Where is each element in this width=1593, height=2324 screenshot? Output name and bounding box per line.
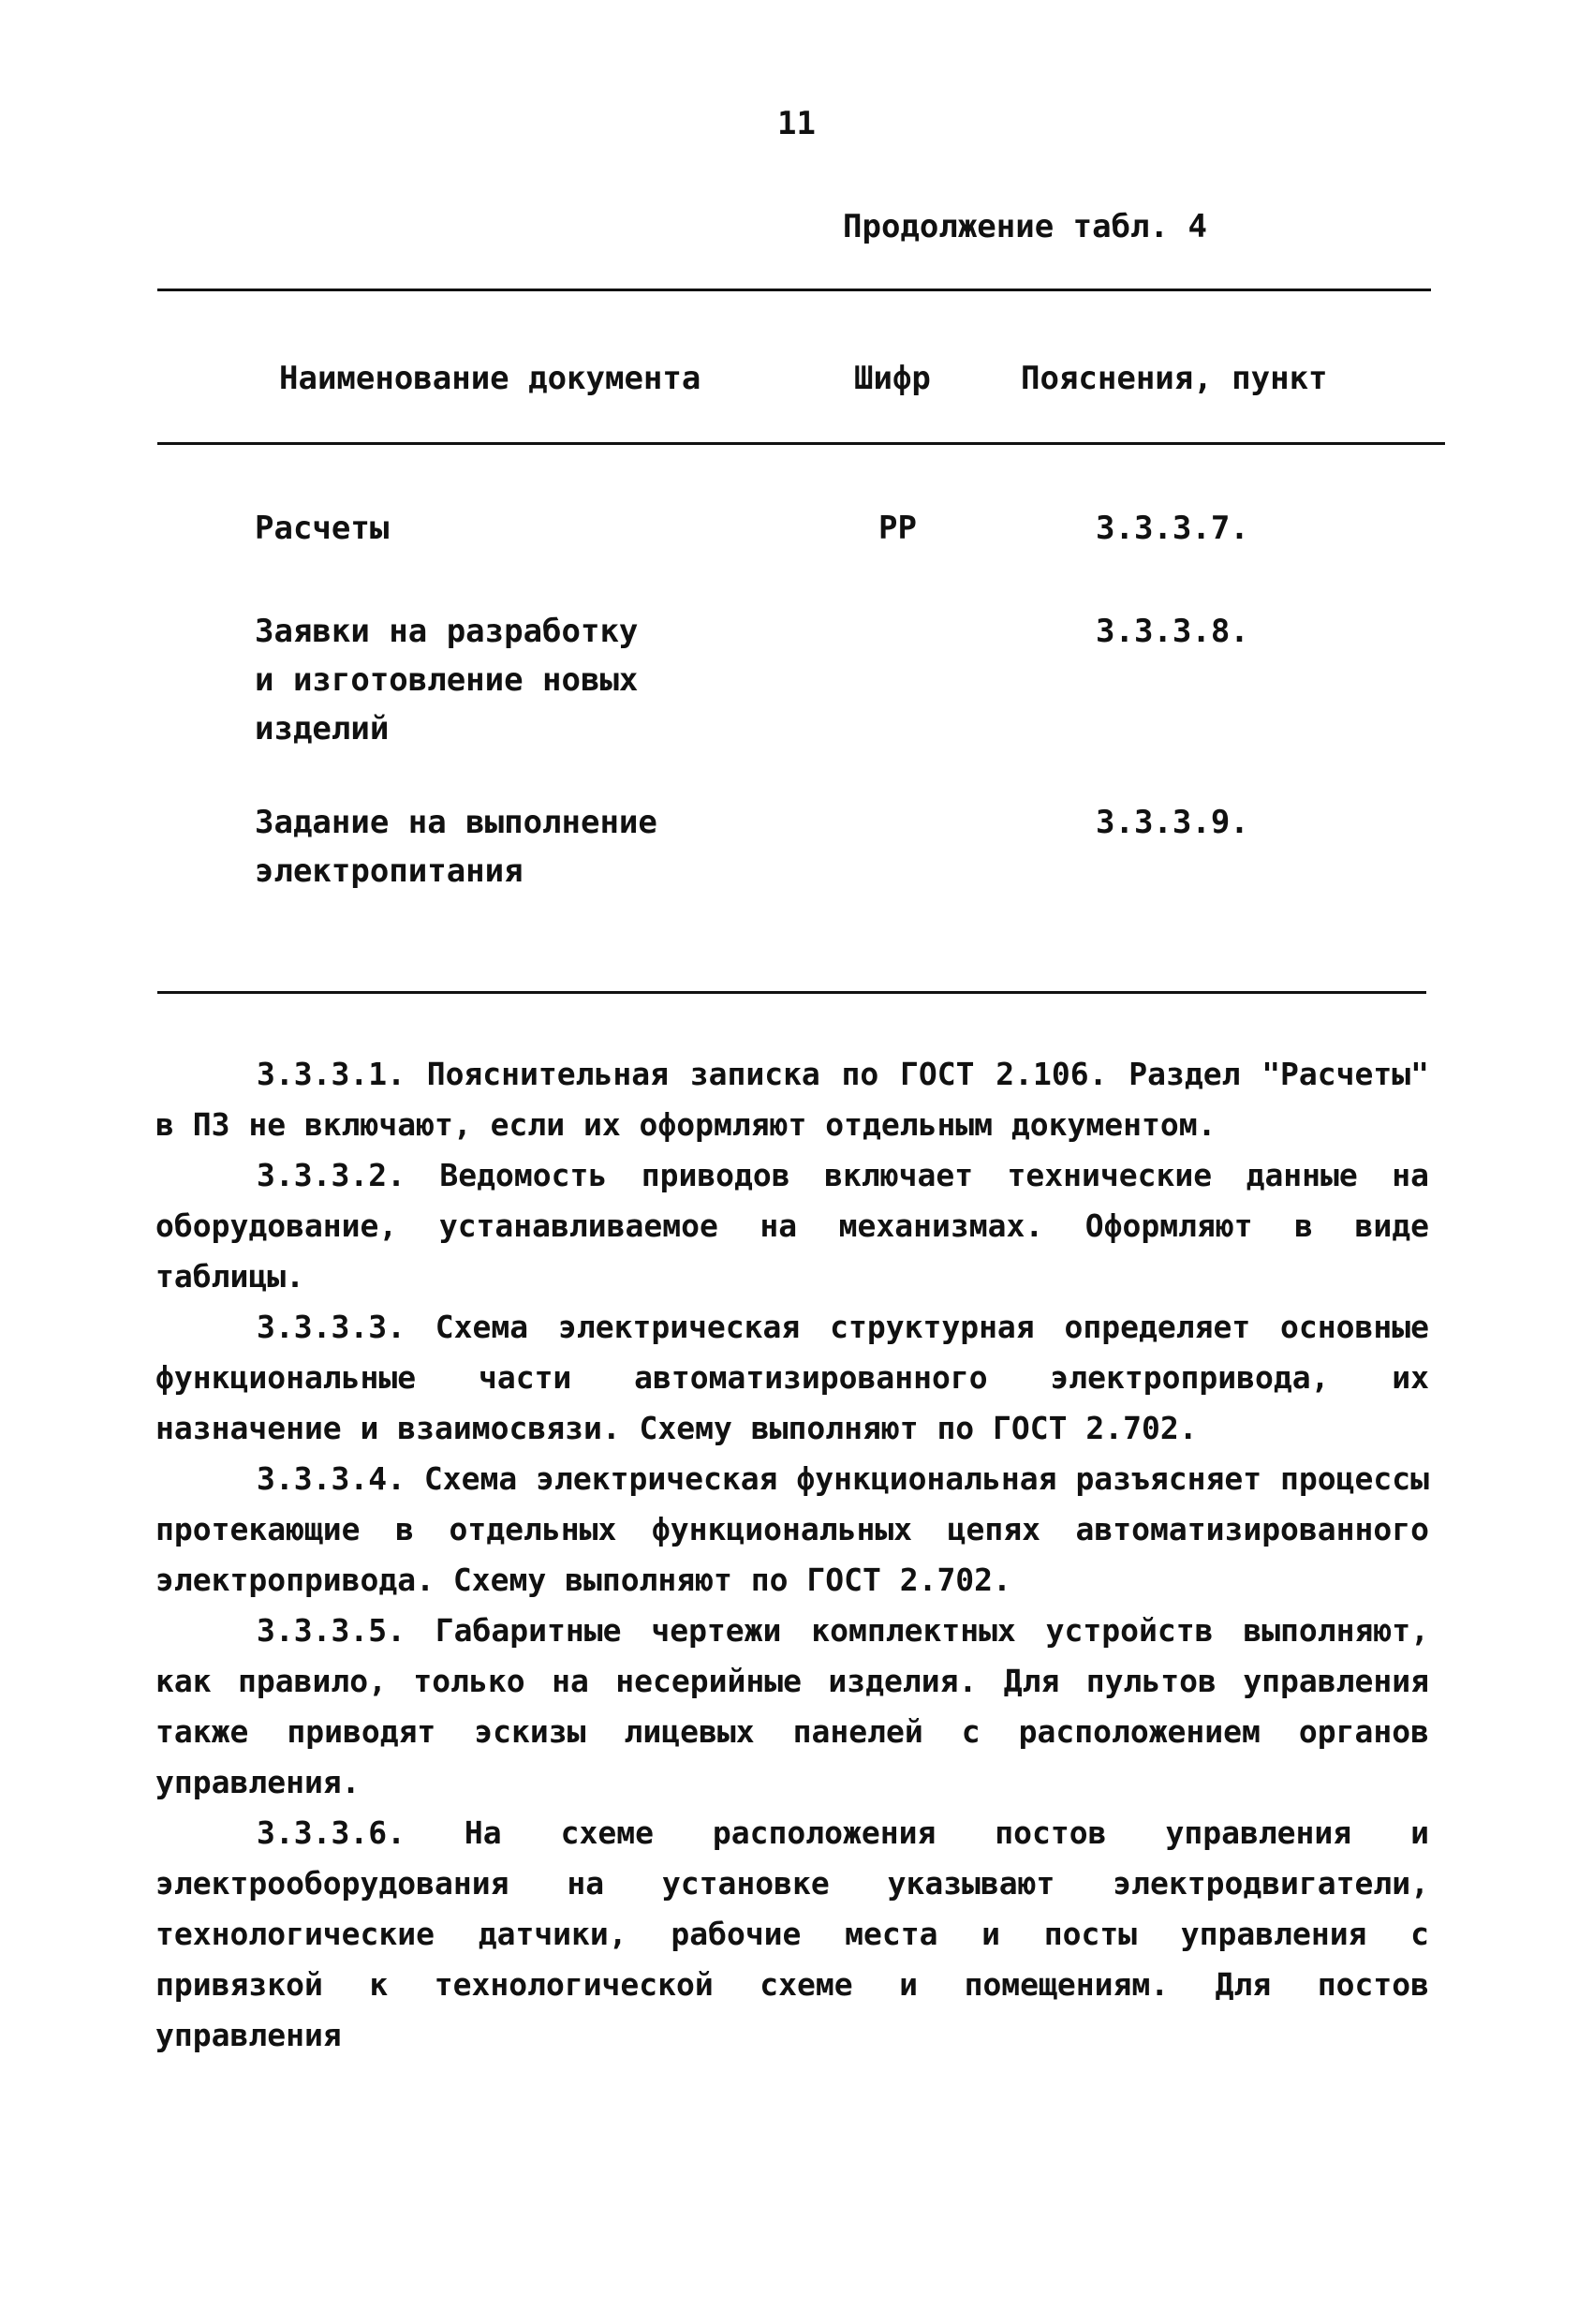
table-row-2-name: Заявки на разработку и изготовление новых изделий (255, 613, 639, 748)
table-row-1-notes: 3.3.3.7. (1096, 510, 1249, 547)
table-row-1-name: Расчеты (255, 510, 390, 547)
paragraph-3-3-3-5: 3.3.3.5. Габаритные чертежи комплектных устройств выполняют, как правило, только на несерийные изделия. Для пультов управления также приводят эскизы лицевых панелей с расположением органов управления. (155, 1612, 1429, 1800)
paragraph-3-3-3-3: 3.3.3.3. Схема электрическая структурная определяет основные функциональные части автоматизированного электропривода, их назначение и взаимосвязи. Схему выполняют по ГОСТ 2.702. (155, 1309, 1429, 1446)
table-row-1-code: РР (878, 510, 917, 547)
paragraph-3-3-3-2: 3.3.3.2. Ведомость приводов включает технические данные на оборудование, устанавливаемое на механизмах. Оформляют в виде таблицы. (155, 1157, 1429, 1295)
table-top-rule (157, 289, 1431, 291)
column-header-notes: Пояснения, пункт (1021, 360, 1328, 397)
table-row-2-notes: 3.3.3.8. (1096, 613, 1249, 650)
paragraph-3-3-3-6: 3.3.3.6. На схеме расположения постов управления и электрооборудования на установке указывают электродвигатели, технологические датчики, рабочие места и посты управления с привязкой к технологической схеме и помещениям. Для постов управления (155, 1814, 1429, 2053)
paragraph-3-3-3-4: 3.3.3.4. Схема электрическая функциональная разъясняет процессы протекающие в отдельных функциональных цепях автоматизированного электропривода. Схему выполняют по ГОСТ 2.702. (155, 1460, 1429, 1598)
table-caption: Продолжение табл. 4 (843, 208, 1207, 245)
table-row-3-notes: 3.3.3.9. (1096, 804, 1249, 841)
column-header-code: Шифр (854, 360, 931, 397)
page-number: 11 (777, 105, 816, 142)
column-header-name: Наименование документа (279, 360, 701, 397)
body-text (155, 1049, 1429, 2061)
paragraph-3-3-3-1: 3.3.3.1. Пояснительная записка по ГОСТ 2.106. Раздел "Расчеты" в ПЗ не включают, если их оформляют отдельным документом. (155, 1056, 1429, 1143)
table-bottom-rule (157, 991, 1426, 994)
table-row-3-name: Задание на выполнение электропитания (255, 804, 657, 890)
table-header-rule (157, 442, 1445, 445)
